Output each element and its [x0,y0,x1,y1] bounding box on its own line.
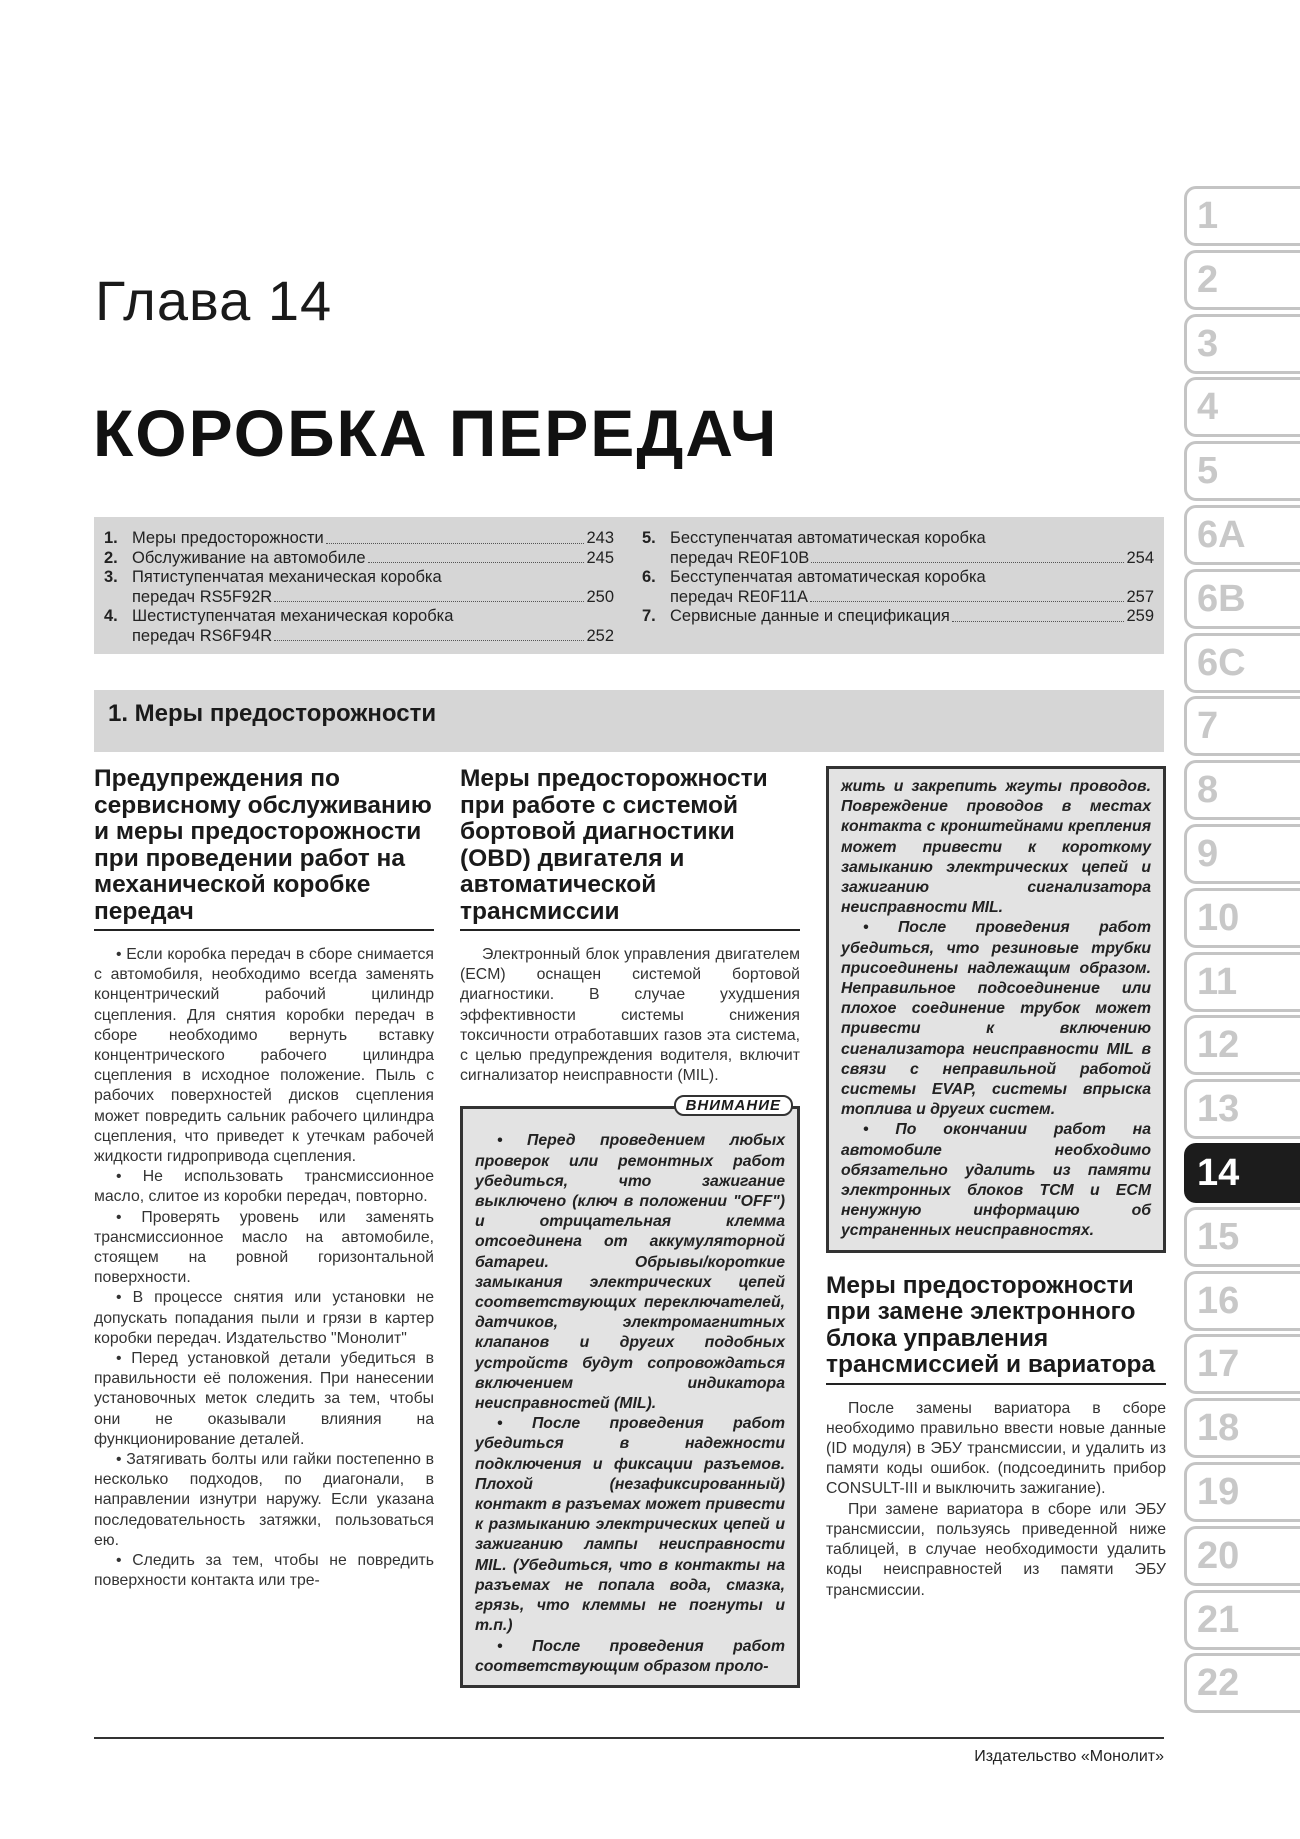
toc-line [670,607,1154,627]
toc-number: 1. [104,529,118,547]
tab-label: 18 [1197,1407,1240,1450]
tab-label: 14 [1197,1151,1240,1194]
toc-leader-dots [811,549,1124,564]
toc-number: 5. [642,529,656,547]
tab-label: 5 [1197,450,1219,493]
col1-paragraph: • В процессе снятия или установки не допускать попадания пыли и грязи в картер коробки передач. Издательство "Монолит" [94,1289,434,1347]
tab-label: 6A [1197,513,1246,556]
toc-leader-dots [326,529,585,544]
tab-label: 10 [1197,896,1240,939]
warning-box-continued [826,766,1166,1253]
toc-entry-body [132,568,614,607]
toc-number: 6. [642,568,656,586]
column-2 [460,766,800,1688]
warning-paragraph: • Перед проведением любых проверок или ремонтных работ убедиться, что зажигание выключено (ключ в положении "OFF") и отрицательная клемма отсоединена от аккумуляторной батареи. Обрывы/короткие замыкания электрических цепей соответствующих переключателей, датчиков, электромагнитных клапанов и других подобных устройств будут сопровождаться включением индикатора неисправностей (MIL). [475,1132,785,1413]
tab-chapter-4[interactable] [1184,377,1300,437]
tab-label: 11 [1197,960,1238,1003]
toc-line [670,588,1154,608]
toc-line [132,627,614,647]
warning-label: ВНИМАНИЕ [674,1095,793,1116]
toc-number: 7. [642,607,656,625]
tab-label: 12 [1197,1024,1240,1067]
toc-entry-text: Обслуживание на автомобиле [132,548,366,567]
col3-paragraph: После замены вариатора в сборе необходимо правильно ввести новые данные (ID модуля) в ЭБУ трансмиссии, и удалить из памяти коды ошибок. (подсоединить прибор CONSULT-III и выключить зажигание). [826,1399,1166,1498]
toc-entry-text: Меры предосторожности [132,529,324,547]
tab-label: 17 [1197,1343,1240,1386]
tab-chapter-19[interactable] [1184,1462,1300,1522]
col2-paragraph: Электронный блок управления двигателем (ECM) оснащен системой бортовой диагностики. В случае ухудшения эффективности системы снижения токсичности отработавших газов эта система, с целью предупреждения водителя, включит сигнализатор неисправности (MIL). [460,946,800,1085]
tab-label: 2 [1197,258,1219,301]
toc-column-right [642,529,1154,627]
col3-body [826,1399,1166,1601]
toc-line [670,549,1154,569]
tab-label: 9 [1197,832,1219,875]
table-of-contents [94,517,1164,654]
col1-paragraph: • Не использовать трансмиссионное масло, слитое из коробки передач, повторно. [94,1168,434,1206]
toc-page-number: 243 [586,529,614,547]
tab-chapter-10[interactable] [1184,888,1300,948]
tab-chapter-14[interactable] [1184,1143,1300,1203]
tab-label: 4 [1197,386,1219,429]
toc-entry-text: передач RE0F10B [670,548,810,567]
toc-entry-body [132,549,614,569]
tab-chapter-9[interactable] [1184,824,1300,884]
tab-chapter-20[interactable] [1184,1526,1300,1586]
tab-chapter-16[interactable] [1184,1271,1300,1331]
tab-chapter-15[interactable] [1184,1207,1300,1267]
toc-line [132,568,614,588]
toc-page-number: 257 [1126,587,1154,606]
warning-paragraph: жить и закрепить жгуты проводов. Повреждение проводов в местах контакта с кронштейнами крепления может привести к короткому замыканию электрических цепей и зажиганию сигнализатора неисправности MIL. [841,778,1151,917]
toc-page-number: 254 [1126,548,1154,567]
tab-chapter-22[interactable] [1184,1653,1300,1713]
tab-chapter-21[interactable] [1184,1590,1300,1650]
tab-chapter-8[interactable] [1184,760,1300,820]
toc-entry-text: Пятиступенчатая механическая коробка [132,568,442,586]
toc-item[interactable] [104,607,614,646]
col1-heading: Предупреждения по сервисному обслуживанию и меры предосторожности при проведении работ на механической коробке передач [94,766,434,931]
warning-text [841,777,1151,1242]
tab-chapter-17[interactable] [1184,1334,1300,1394]
toc-leader-dots [368,549,585,564]
chapter-tabs [1184,186,1300,1717]
toc-item[interactable] [642,529,1154,568]
col1-paragraph: • Проверять уровень или заменять трансмиссионное масло на автомобиле, стоящем на ровной горизонтальной поверхности. [94,1208,434,1287]
warning-paragraph: • После проведения работ убедиться, что резиновые трубки присоединены надлежащим образом. Неправильное подсоединение или плохое соединение трубок может привести к включению сигнализатора неисправности MIL в связи с неправильной работой системы EVAP, системы впрыска топлива и других систем. [841,919,1151,1119]
toc-line [132,588,614,608]
tab-chapter-12[interactable] [1184,1015,1300,1075]
footer-publisher: Издательство «Монолит» [974,1748,1164,1765]
section-title: 1. Меры предосторожности [108,700,437,727]
tab-chapter-7[interactable] [1184,696,1300,756]
toc-leader-dots [274,627,584,642]
toc-entry-body [132,607,614,646]
toc-entry-text: передач RE0F11A [670,587,809,606]
tab-label: 19 [1197,1470,1240,1513]
toc-line [132,549,614,569]
col1-paragraph: • Перед установкой детали убедиться в правильности её положения. При нанесении установочных меток следить за тем, чтобы они не оказывали влияния на функционирование деталей. [94,1350,434,1448]
toc-item[interactable] [642,607,1154,627]
col3-paragraph: При замене вариатора в сборе или ЭБУ трансмиссии, пользуясь приведенной ниже таблицей, в случае необходимости удалить коды неисправностей из памяти ЭБУ трансмиссии. [826,1500,1166,1599]
chapter-title: КОРОБКА ПЕРЕДАЧ [93,396,779,470]
tab-label: 8 [1197,769,1219,812]
warning-paragraph: • После проведения работ убедиться в надежности подключения и фиксации разъемов. Плохой (незафиксированный) контакт в разъемах может привести к размыканию электрических цепей и зажиганию лампы неисправности MIL. (Убедиться, что в контакты на разъемах не попала вода, смазка, грязь, что клеммы не погнуты и т.п.) [475,1415,785,1635]
warning-text [475,1131,785,1676]
tab-chapter-13[interactable] [1184,1079,1300,1139]
toc-entry-text: передач RS6F94R [132,626,273,645]
warning-paragraph: • По окончании работ на автомобиле необходимо обязательно удалить из памяти электронных блоков TCM и ECM ненужную информацию об устраненных неисправностях. [841,1121,1151,1240]
tab-chapter-18[interactable] [1184,1398,1300,1458]
toc-number: 4. [104,607,118,625]
footer-rule [94,1737,1164,1739]
section-banner [94,690,1164,752]
tab-label: 6B [1197,577,1246,620]
tab-label: 15 [1197,1215,1240,1258]
toc-entry-body [670,568,1154,607]
toc-page-number: 259 [1126,607,1154,625]
col1-paragraph: • Следить за тем, чтобы не повредить поверхности контакта или тре- [94,1552,434,1590]
toc-item[interactable] [104,568,614,607]
toc-line [132,607,614,627]
tab-chapter-6c[interactable] [1184,633,1300,693]
tab-label: 22 [1197,1662,1240,1705]
tab-chapter-5[interactable] [1184,441,1300,501]
tab-label: 1 [1197,195,1219,237]
tab-chapter-3[interactable] [1184,314,1300,374]
col1-paragraph: • Если коробка передач в сборе снимается с автомобиля, необходимо всегда заменять концентрический рабочий цилиндр сцепления. Для снятия коробки передач в сборе необходимо вернуть вставку концентрического рабочего цилиндра сцепления в исходное положение. Пыль с рабочих поверхностей дисков сцепления может повредить сальник рабочего цилиндра сцепления, что приведет к утечкам рабочей жидкости гидропривода сцепления. [94,946,434,1166]
toc-item[interactable] [642,568,1154,607]
tab-label: 13 [1197,1088,1240,1131]
toc-page-number: 252 [586,626,614,645]
col1-paragraph: • Затягивать болты или гайки постепенно в несколько подходов, по диагонали, в направлении изнутри наружу. Если указана последовательность затяжки, пользоваться ею. [94,1451,434,1549]
tab-label: 21 [1197,1598,1240,1641]
toc-entry-body [670,607,1154,627]
toc-page-number: 250 [586,587,614,606]
tab-label: 3 [1197,322,1219,365]
toc-entry-text: передач RS5F92R [132,587,273,606]
tab-label: 6C [1197,641,1246,684]
col3-heading: Меры предосторожности при замене электронного блока управления трансмиссией и вариатора [826,1273,1166,1385]
column-3 [826,766,1166,1601]
toc-entry-text: Бесступенчатая автоматическая коробка [670,568,986,586]
tab-chapter-11[interactable] [1184,952,1300,1012]
toc-entry-body [132,529,614,549]
toc-line [670,568,1154,588]
toc-number: 3. [104,568,118,586]
tab-chapter-1[interactable] [1184,186,1300,246]
toc-leader-dots [952,607,1125,622]
tab-label: 20 [1197,1534,1240,1577]
column-1 [94,766,434,1592]
tab-label: 7 [1197,705,1219,748]
toc-line [132,529,614,549]
toc-entry-text: Сервисные данные и спецификация [670,607,950,625]
tab-chapter-6a[interactable] [1184,505,1300,565]
toc-item[interactable] [104,529,614,549]
toc-entry-text: Бесступенчатая автоматическая коробка [670,529,986,547]
toc-line [670,529,1154,549]
col2-heading: Меры предосторожности при работе с системой бортовой диагностики (OBD) двигателя и автоматической трансмиссии [460,766,800,931]
col1-body [94,945,434,1592]
chapter-label: Глава 14 [95,269,333,332]
toc-entry-text: Шестиступенчатая механическая коробка [132,607,454,625]
toc-number: 2. [104,548,118,567]
toc-column-left [104,529,614,646]
toc-page-number: 245 [586,548,614,567]
warning-box [460,1097,800,1687]
warning-paragraph: • После проведения работ соответствующим образом проло- [475,1637,785,1675]
col2-body [460,945,800,1086]
toc-entry-body [670,529,1154,568]
tab-label: 16 [1197,1279,1240,1322]
tab-chapter-2[interactable] [1184,250,1300,310]
toc-leader-dots [810,588,1124,603]
tab-chapter-6b[interactable] [1184,569,1300,629]
toc-leader-dots [274,588,584,603]
toc-item[interactable] [104,549,614,569]
